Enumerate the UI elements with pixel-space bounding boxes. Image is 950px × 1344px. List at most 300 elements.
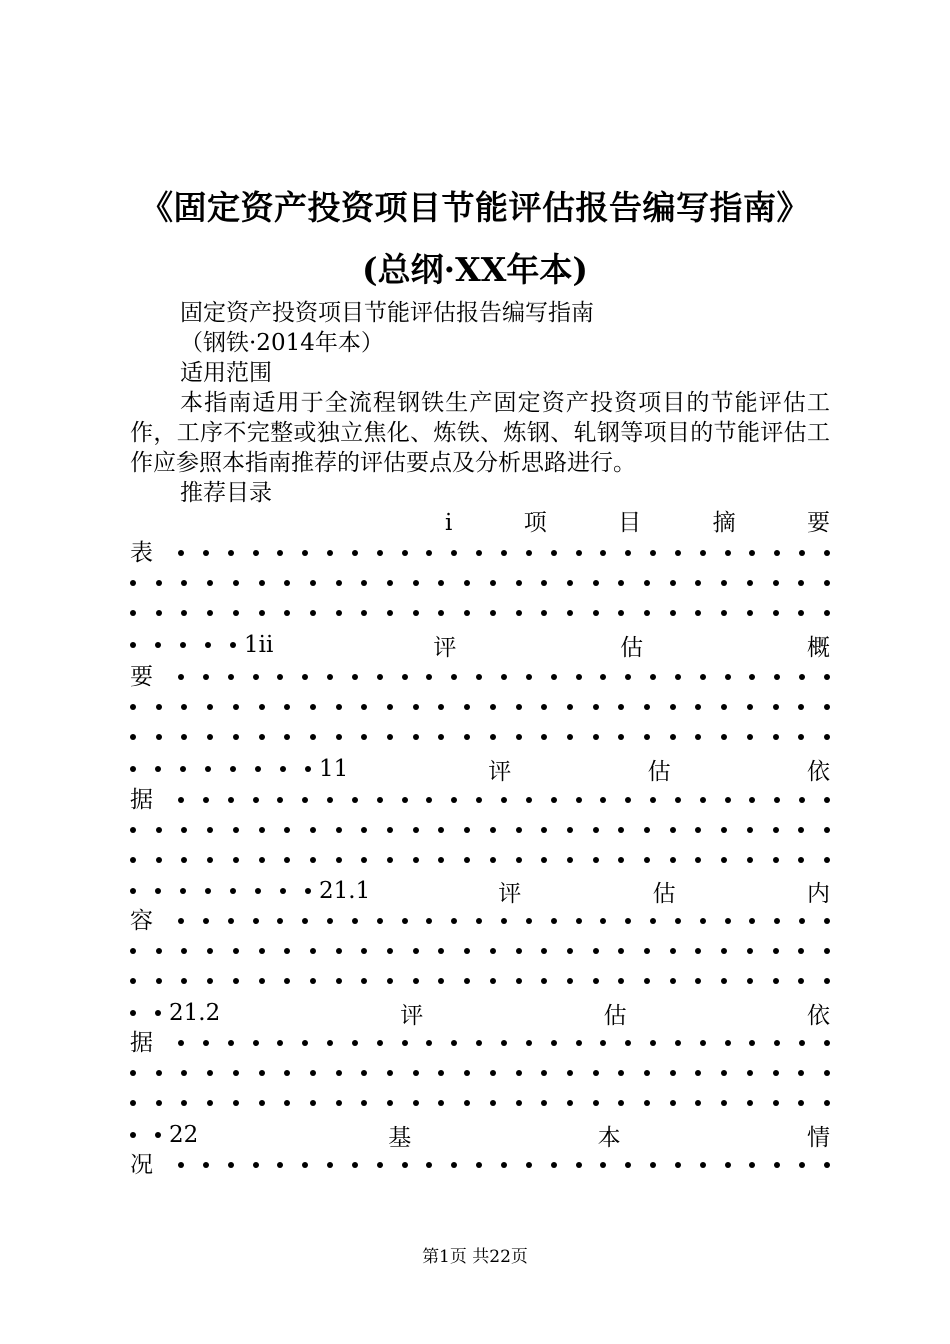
leader-dot bbox=[413, 610, 419, 616]
leader-dot bbox=[501, 918, 507, 924]
leader-dot bbox=[310, 857, 316, 863]
toc-entry-5-title bbox=[130, 998, 830, 1028]
toc-heading: 推荐目录 bbox=[180, 480, 272, 506]
leader-dot bbox=[490, 704, 496, 710]
leader-dot bbox=[228, 918, 234, 924]
leader-dot bbox=[824, 674, 830, 680]
leader-dot bbox=[438, 1100, 444, 1106]
leader-dot bbox=[336, 827, 342, 833]
leader-dot bbox=[670, 978, 676, 984]
leader-dot bbox=[747, 580, 753, 586]
leader-dot bbox=[749, 797, 755, 803]
leader-dot bbox=[670, 1070, 676, 1076]
leader-dot bbox=[490, 948, 496, 954]
leader-dot bbox=[644, 948, 650, 954]
leader-dot bbox=[438, 580, 444, 586]
leader-dot bbox=[593, 704, 599, 710]
leader-dot bbox=[203, 674, 209, 680]
leader-dot bbox=[413, 857, 419, 863]
leader-dot bbox=[327, 550, 333, 556]
leader-dot bbox=[438, 1070, 444, 1076]
leader-dot bbox=[228, 797, 234, 803]
leader-dot bbox=[426, 1040, 432, 1046]
leader-dot bbox=[451, 550, 457, 556]
leader-dot bbox=[310, 827, 316, 833]
leader-dot bbox=[721, 734, 727, 740]
leader-dot bbox=[413, 580, 419, 586]
leader-dot bbox=[310, 978, 316, 984]
dot-leader-line bbox=[130, 568, 830, 598]
leader-dot bbox=[438, 948, 444, 954]
dot-leader bbox=[156, 1040, 830, 1046]
toc-entry-word: 评 bbox=[400, 1002, 424, 1029]
leader-dot bbox=[541, 827, 547, 833]
leader-dot bbox=[259, 704, 265, 710]
leader-dot bbox=[203, 797, 209, 803]
leader-dot bbox=[695, 1070, 701, 1076]
toc-entry-word: 估 bbox=[652, 880, 676, 907]
leader-dot bbox=[490, 827, 496, 833]
leader-dot bbox=[284, 1070, 290, 1076]
leader-dot bbox=[490, 610, 496, 616]
leader-dot bbox=[695, 978, 701, 984]
leader-dot bbox=[476, 674, 482, 680]
leader-dot bbox=[464, 978, 470, 984]
leader-dot bbox=[721, 948, 727, 954]
leader-dot bbox=[156, 580, 162, 586]
leader-dot bbox=[490, 1070, 496, 1076]
leader-dot bbox=[541, 857, 547, 863]
leader-dot bbox=[725, 918, 731, 924]
leader-dot bbox=[773, 610, 779, 616]
leader-dot bbox=[377, 797, 383, 803]
leader-dot bbox=[310, 1070, 316, 1076]
leader-dot bbox=[178, 918, 184, 924]
leader-dot bbox=[516, 827, 522, 833]
leader-dot bbox=[541, 610, 547, 616]
leader-dot bbox=[207, 857, 213, 863]
leader-dot bbox=[284, 827, 290, 833]
leader-dot bbox=[352, 797, 358, 803]
leader-dot bbox=[721, 857, 727, 863]
leader-dot bbox=[774, 918, 780, 924]
leader-dot bbox=[747, 827, 753, 833]
leader-dot bbox=[402, 918, 408, 924]
leader-dot bbox=[567, 704, 573, 710]
leader-dot bbox=[336, 1100, 342, 1106]
leader-dot bbox=[277, 1040, 283, 1046]
leader-dot bbox=[181, 1070, 187, 1076]
dot-leader bbox=[156, 797, 830, 803]
leader-dot bbox=[526, 550, 532, 556]
leader-dot bbox=[773, 948, 779, 954]
leader-dot bbox=[824, 580, 830, 586]
leader-dot bbox=[576, 550, 582, 556]
leader-dot bbox=[567, 1070, 573, 1076]
leader-dot bbox=[426, 918, 432, 924]
leader-dot bbox=[259, 857, 265, 863]
page-footer: 第1页 共22页 bbox=[422, 1247, 528, 1267]
leader-dot bbox=[747, 1100, 753, 1106]
toc-leader-line bbox=[130, 785, 830, 815]
leader-dot bbox=[130, 580, 136, 586]
leader-dot bbox=[284, 978, 290, 984]
leader-dot bbox=[402, 1162, 408, 1168]
leader-dot bbox=[773, 978, 779, 984]
leader-dot bbox=[284, 580, 290, 586]
leader-dot bbox=[233, 734, 239, 740]
leader-dot bbox=[387, 857, 393, 863]
leader-dot bbox=[253, 797, 259, 803]
leader-dot bbox=[259, 610, 265, 616]
leader-dot bbox=[310, 1100, 316, 1106]
leader-dot bbox=[387, 978, 393, 984]
toc-entry-word: 估 bbox=[620, 634, 644, 661]
leader-dot bbox=[670, 857, 676, 863]
leader-dot bbox=[130, 1132, 136, 1138]
leader-dot bbox=[451, 674, 457, 680]
leader-dot bbox=[618, 610, 624, 616]
leader-dot bbox=[799, 797, 805, 803]
leader-dot bbox=[259, 1070, 265, 1076]
toc-entry-word: 情 bbox=[807, 1124, 830, 1151]
leader-dot bbox=[824, 1070, 830, 1076]
leader-dot bbox=[284, 948, 290, 954]
leader-dot bbox=[725, 1040, 731, 1046]
dot-leader-line bbox=[130, 966, 830, 996]
leader-dot bbox=[618, 827, 624, 833]
toc-entry-word: 评 bbox=[433, 634, 457, 661]
leader-dot bbox=[255, 888, 261, 894]
leader-dot bbox=[501, 1162, 507, 1168]
leader-dot bbox=[130, 1070, 136, 1076]
leader-dot bbox=[451, 1162, 457, 1168]
leader-dot bbox=[413, 734, 419, 740]
toc-entry-3-title bbox=[130, 754, 830, 784]
toc-entry-word: 概 bbox=[806, 634, 830, 661]
leader-dot bbox=[230, 766, 236, 772]
leader-dot bbox=[259, 978, 265, 984]
leader-dot bbox=[516, 857, 522, 863]
leader-dot bbox=[130, 642, 136, 648]
leader-dot bbox=[310, 610, 316, 616]
toc-leader-line bbox=[130, 1150, 830, 1180]
leader-dot bbox=[413, 948, 419, 954]
leader-dot bbox=[774, 674, 780, 680]
leader-dot bbox=[501, 797, 507, 803]
leader-dot bbox=[675, 1040, 681, 1046]
leader-dot bbox=[464, 1100, 470, 1106]
leader-dot bbox=[361, 857, 367, 863]
leader-dot bbox=[695, 1100, 701, 1106]
leader-dot bbox=[526, 1040, 532, 1046]
leader-dot bbox=[774, 1162, 780, 1168]
leader-dot bbox=[387, 948, 393, 954]
leader-dot bbox=[387, 1100, 393, 1106]
leader-dot bbox=[798, 734, 804, 740]
dot-leader-line bbox=[130, 1088, 830, 1118]
leader-dot bbox=[180, 888, 186, 894]
leader-dot bbox=[799, 918, 805, 924]
leader-dot bbox=[670, 580, 676, 586]
leader-dot bbox=[824, 827, 830, 833]
leader-dot bbox=[593, 948, 599, 954]
leader-dot bbox=[284, 734, 290, 740]
leader-dot bbox=[180, 766, 186, 772]
leader-dot bbox=[824, 550, 830, 556]
leader-dot bbox=[476, 797, 482, 803]
leader-dot bbox=[230, 642, 236, 648]
leader-dot bbox=[695, 580, 701, 586]
leader-dot bbox=[277, 1162, 283, 1168]
leader-dot bbox=[352, 550, 358, 556]
toc-entry-word: 内 bbox=[807, 880, 830, 907]
leader-dot bbox=[650, 1162, 656, 1168]
leader-dot bbox=[277, 797, 283, 803]
toc-leader-line bbox=[130, 906, 830, 936]
leader-dot bbox=[336, 580, 342, 586]
leader-dot bbox=[700, 1162, 706, 1168]
leader-dot bbox=[181, 580, 187, 586]
leader-dot bbox=[336, 1070, 342, 1076]
leader-dot bbox=[464, 580, 470, 586]
leader-dot bbox=[824, 1100, 830, 1106]
leader-dot bbox=[593, 827, 599, 833]
leader-dot bbox=[377, 550, 383, 556]
leader-dot bbox=[774, 797, 780, 803]
leader-dot bbox=[773, 1100, 779, 1106]
toc-entry-word: 估 bbox=[603, 1002, 627, 1029]
guide-title-line: 固定资产投资项目节能评估报告编写指南 bbox=[180, 300, 594, 326]
leader-dot bbox=[721, 1100, 727, 1106]
leader-dot bbox=[336, 948, 342, 954]
leader-dot bbox=[773, 827, 779, 833]
leader-dot bbox=[695, 734, 701, 740]
leader-dot bbox=[567, 610, 573, 616]
leader-dot bbox=[361, 978, 367, 984]
leader-dot bbox=[302, 550, 308, 556]
leader-dot bbox=[130, 610, 136, 616]
leader-dot bbox=[773, 580, 779, 586]
dot-leader bbox=[156, 674, 830, 680]
leader-dot bbox=[130, 948, 136, 954]
toc-entry-2-title bbox=[130, 630, 830, 660]
leader-dot bbox=[277, 674, 283, 680]
leader-dot bbox=[516, 704, 522, 710]
leader-dot bbox=[798, 610, 804, 616]
leader-dot bbox=[516, 580, 522, 586]
leader-dot bbox=[259, 1100, 265, 1106]
leader-dot bbox=[464, 734, 470, 740]
leader-dot bbox=[156, 857, 162, 863]
leader-dot bbox=[181, 978, 187, 984]
leader-dot bbox=[438, 827, 444, 833]
toc-entry-number: 11 bbox=[319, 756, 349, 782]
leader-dot bbox=[255, 766, 261, 772]
toc-entry-word: 估 bbox=[647, 758, 671, 785]
leader-dot bbox=[490, 857, 496, 863]
leader-dot bbox=[747, 610, 753, 616]
leader-dot bbox=[228, 1162, 234, 1168]
leader-dot bbox=[600, 918, 606, 924]
leader-dot bbox=[181, 827, 187, 833]
leader-dot bbox=[156, 1070, 162, 1076]
leader-dot bbox=[310, 734, 316, 740]
leader-dot bbox=[310, 704, 316, 710]
leader-dot bbox=[516, 1100, 522, 1106]
leader-dot bbox=[747, 978, 753, 984]
leader-dot bbox=[824, 1040, 830, 1046]
leader-dot bbox=[361, 580, 367, 586]
toc-entry-number: 1ii bbox=[244, 632, 274, 658]
leader-dot bbox=[773, 704, 779, 710]
leader-dot bbox=[464, 610, 470, 616]
leader-dot bbox=[695, 704, 701, 710]
leader-dot bbox=[336, 857, 342, 863]
dot-leader-line bbox=[130, 1058, 830, 1088]
leader-dot bbox=[516, 948, 522, 954]
toc-entry-4-title bbox=[130, 876, 830, 906]
leader-dot bbox=[413, 1070, 419, 1076]
leader-dot bbox=[181, 704, 187, 710]
leader-dot bbox=[305, 888, 311, 894]
leader-dot bbox=[670, 610, 676, 616]
leader-dot bbox=[551, 550, 557, 556]
leader-dot bbox=[284, 704, 290, 710]
toc-entry-word: 依 bbox=[807, 758, 830, 785]
leader-dot bbox=[824, 978, 830, 984]
leader-dot bbox=[644, 704, 650, 710]
leader-dot bbox=[181, 857, 187, 863]
leader-dot bbox=[675, 918, 681, 924]
leader-dot bbox=[774, 550, 780, 556]
dot-leader bbox=[130, 888, 311, 894]
leader-dot bbox=[625, 797, 631, 803]
leader-dot bbox=[352, 1040, 358, 1046]
edition-line: （钢铁·2014年本） bbox=[180, 330, 384, 356]
leader-dot bbox=[799, 674, 805, 680]
leader-dot bbox=[773, 1070, 779, 1076]
leader-dot bbox=[233, 1070, 239, 1076]
leader-dot bbox=[228, 674, 234, 680]
leader-dot bbox=[551, 797, 557, 803]
leader-dot bbox=[277, 550, 283, 556]
leader-dot bbox=[725, 797, 731, 803]
leader-dot bbox=[464, 704, 470, 710]
leader-dot bbox=[284, 610, 290, 616]
leader-dot bbox=[593, 1100, 599, 1106]
leader-dot bbox=[476, 550, 482, 556]
toc-entry-1-title bbox=[445, 508, 830, 538]
leader-dot bbox=[426, 1162, 432, 1168]
leader-dot bbox=[695, 610, 701, 616]
leader-dot bbox=[228, 550, 234, 556]
leader-dot bbox=[824, 734, 830, 740]
leader-dot bbox=[387, 1070, 393, 1076]
leader-dot bbox=[824, 610, 830, 616]
leader-dot bbox=[402, 674, 408, 680]
leader-dot bbox=[464, 827, 470, 833]
dot-leader-line bbox=[130, 845, 830, 875]
leader-dot bbox=[798, 827, 804, 833]
leader-dot bbox=[541, 978, 547, 984]
leader-dot bbox=[253, 918, 259, 924]
leader-dot bbox=[327, 918, 333, 924]
leader-dot bbox=[773, 857, 779, 863]
leader-dot bbox=[207, 704, 213, 710]
leader-dot bbox=[361, 1070, 367, 1076]
toc-entry-6-title bbox=[130, 1120, 830, 1150]
leader-dot bbox=[230, 888, 236, 894]
leader-dot bbox=[156, 704, 162, 710]
toc-leader-line bbox=[130, 662, 830, 692]
toc-entry-number: i bbox=[445, 510, 453, 536]
leader-dot bbox=[799, 1162, 805, 1168]
leader-dot bbox=[280, 888, 286, 894]
leader-dot bbox=[302, 918, 308, 924]
leader-dot bbox=[501, 550, 507, 556]
dot-leader-line bbox=[130, 722, 830, 752]
leader-dot bbox=[302, 1040, 308, 1046]
leader-dot bbox=[327, 1040, 333, 1046]
leader-dot bbox=[650, 1040, 656, 1046]
leader-dot bbox=[567, 734, 573, 740]
leader-dot bbox=[600, 1162, 606, 1168]
leader-dot bbox=[618, 857, 624, 863]
leader-dot bbox=[413, 1100, 419, 1106]
leader-dot bbox=[526, 674, 532, 680]
leader-dot bbox=[824, 797, 830, 803]
leader-dot bbox=[526, 797, 532, 803]
leader-dot bbox=[253, 1040, 259, 1046]
leader-dot bbox=[700, 797, 706, 803]
leader-dot bbox=[625, 1040, 631, 1046]
leader-dot bbox=[576, 918, 582, 924]
leader-dot bbox=[625, 1162, 631, 1168]
leader-dot bbox=[203, 1162, 209, 1168]
leader-dot bbox=[259, 580, 265, 586]
leader-dot bbox=[476, 918, 482, 924]
leader-dot bbox=[526, 918, 532, 924]
leader-dot bbox=[130, 1010, 136, 1016]
leader-dot bbox=[327, 797, 333, 803]
leader-dot bbox=[336, 704, 342, 710]
leader-dot bbox=[377, 674, 383, 680]
leader-dot bbox=[644, 734, 650, 740]
leader-dot bbox=[541, 734, 547, 740]
leader-dot bbox=[438, 610, 444, 616]
leader-dot bbox=[387, 704, 393, 710]
leader-dot bbox=[253, 1162, 259, 1168]
leader-dot bbox=[387, 580, 393, 586]
leader-dot bbox=[824, 1162, 830, 1168]
leader-dot bbox=[156, 734, 162, 740]
leader-dot bbox=[798, 978, 804, 984]
leader-dot bbox=[567, 948, 573, 954]
leader-dot bbox=[181, 734, 187, 740]
toc-entry-number: 21.1 bbox=[319, 878, 371, 904]
leader-dot bbox=[377, 1162, 383, 1168]
leader-dot bbox=[352, 674, 358, 680]
leader-dot bbox=[402, 1040, 408, 1046]
leader-dot bbox=[205, 642, 211, 648]
leader-dot bbox=[644, 1070, 650, 1076]
leader-dot bbox=[773, 734, 779, 740]
leader-dot bbox=[618, 734, 624, 740]
toc-entry-word: 要 bbox=[806, 510, 830, 536]
leader-dot bbox=[675, 550, 681, 556]
leader-dot bbox=[181, 948, 187, 954]
